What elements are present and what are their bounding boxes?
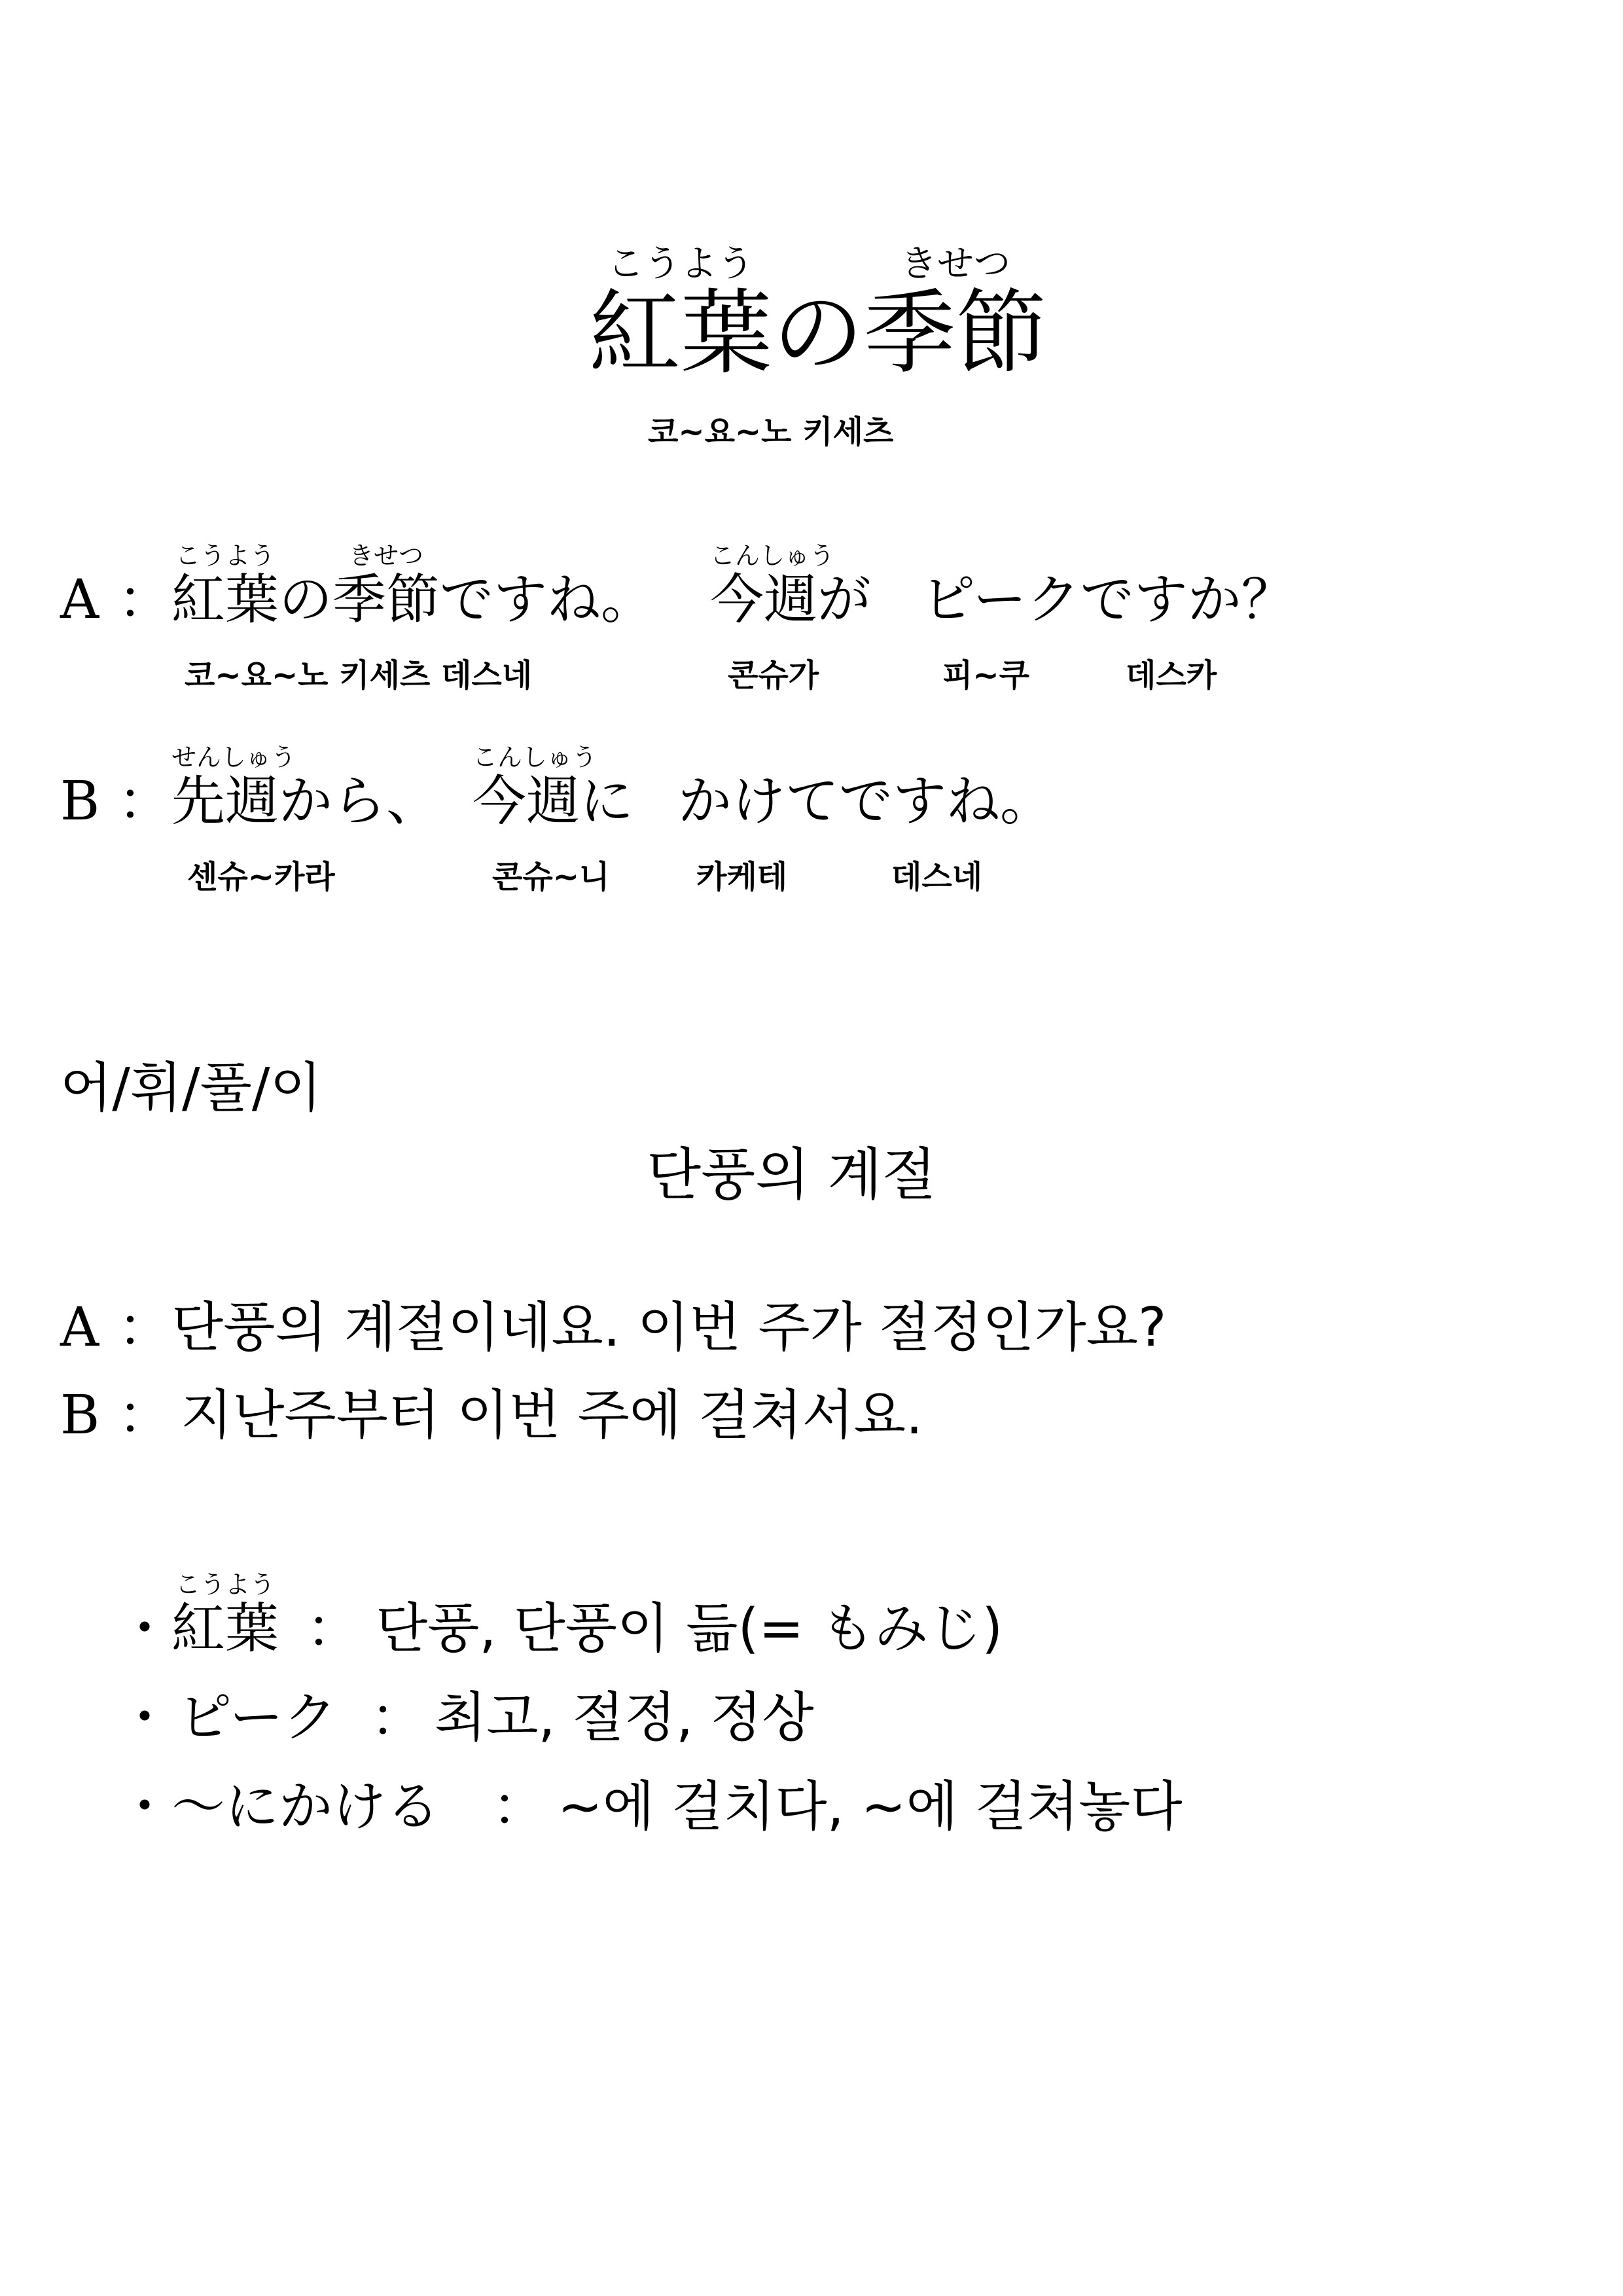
dialogue-b-pron-3: 카케테 bbox=[696, 859, 788, 895]
vocab-heading: 어/휘/풀/이 bbox=[60, 1057, 322, 1119]
dialogue-a-desune: ですね。 bbox=[440, 569, 655, 631]
vocab-item-2-bullet: ・ bbox=[118, 1687, 172, 1749]
dialogue-a-kanji-kisetsu: 季節 bbox=[332, 569, 440, 631]
dialogue-a-ruby-konshuu: こんしゅう bbox=[710, 541, 835, 570]
vocab-item-3-sep: ： bbox=[492, 1776, 546, 1838]
dialogue-b-colon: ： bbox=[118, 770, 172, 833]
dialogue-a-word-konshuu bbox=[710, 541, 835, 631]
translation-title: 단풍의 계절 bbox=[647, 1142, 936, 1208]
vocab-item-2-meaning: 최고, 절정, 정상 bbox=[435, 1687, 814, 1749]
vocab-item-3-meaning: ~에 걸치다, ~에 걸쳐놓다 bbox=[558, 1776, 1183, 1838]
vocab-item-2-word: ピーク bbox=[178, 1687, 337, 1749]
dialogue-b-word-konshuu bbox=[473, 743, 597, 833]
dialogue-a-word-kouyou bbox=[171, 541, 279, 631]
vocab-item-1-word bbox=[171, 1570, 279, 1660]
vocab-item-1-ruby: こうよう bbox=[175, 1570, 276, 1599]
translation-a-speaker: A bbox=[60, 1297, 99, 1359]
dialogue-a-pron-1: 코~요~노 키세츠 데스네 bbox=[185, 657, 533, 694]
dialogue-b-particle-ni: に bbox=[580, 770, 634, 833]
translation-b-colon: ： bbox=[118, 1384, 172, 1446]
dialogue-b-pron-4: 데스네 bbox=[891, 859, 983, 895]
dialogue-b-kanji-konshuu: 今週 bbox=[473, 770, 580, 833]
dialogue-a-colon: ： bbox=[118, 569, 172, 631]
vocab-item-3-bullet: ・ bbox=[118, 1776, 172, 1838]
translation-a-text: 단풍의 계절이네요. 이번 주가 절정인가요? bbox=[171, 1297, 1167, 1359]
dialogue-b-kaketedesune: かけてですね。 bbox=[678, 770, 1054, 833]
dialogue-a-peak-desuka: ピークですか？ bbox=[921, 569, 1295, 631]
dialogue-b-word-senshuu bbox=[171, 743, 296, 833]
vocab-item-1-meaning: 단풍, 단풍이 듦(= もみじ) bbox=[376, 1598, 1003, 1660]
dialogue-a-kanji-kouyou: 紅葉 bbox=[171, 569, 279, 631]
dialogue-b-pron-1: 센슈~카라 bbox=[187, 859, 335, 895]
title-word-kouyou bbox=[589, 243, 773, 387]
dialogue-a-ruby-kouyou: こうよう bbox=[175, 541, 276, 570]
vocab-item-2-sep: ： bbox=[370, 1687, 425, 1749]
title-particle-text: の bbox=[772, 280, 865, 387]
title-kanji-kisetsu: 季節 bbox=[864, 280, 1048, 387]
translation-b-text: 지난주부터 이번 주에 걸쳐서요. bbox=[181, 1384, 923, 1446]
dialogue-b-ruby-senshuu: せんしゅう bbox=[171, 743, 296, 772]
dialogue-b-kara: から、 bbox=[279, 770, 440, 833]
dialogue-a-particle-ga: が bbox=[817, 569, 872, 631]
dialogue-b-speaker: B bbox=[60, 770, 100, 833]
vocab-item-1-kanji: 紅葉 bbox=[171, 1598, 279, 1660]
title-word-kisetsu bbox=[864, 243, 1048, 387]
title-ruby-kisetsu: きせつ bbox=[901, 243, 1010, 285]
title-kanji-kouyou: 紅葉 bbox=[589, 280, 773, 387]
title-particle bbox=[772, 280, 865, 387]
title-pronunciation: 코~요~노 키세츠 bbox=[648, 414, 894, 450]
dialogue-b-pron-2: 콘슈~니 bbox=[492, 859, 610, 895]
dialogue-a-word-kisetsu bbox=[332, 541, 440, 631]
vocab-item-3-word: ～にかける bbox=[171, 1776, 440, 1838]
vocab-item-1-sep: ： bbox=[306, 1598, 361, 1660]
dialogue-a-speaker: A bbox=[60, 569, 99, 631]
dialogue-b-kanji-senshuu: 先週 bbox=[171, 770, 279, 833]
vocab-item-1-bullet: ・ bbox=[118, 1598, 172, 1660]
translation-b-speaker: B bbox=[60, 1384, 100, 1446]
dialogue-a-particle-no: の bbox=[279, 569, 333, 631]
dialogue-a-pron-2: 콘슈가 bbox=[728, 657, 819, 694]
dialogue-a-ruby-kisetsu: きせつ bbox=[349, 541, 424, 570]
dialogue-a-kanji-konshuu: 今週 bbox=[710, 569, 818, 631]
dialogue-a-pron-3: 피~쿠 bbox=[942, 657, 1029, 694]
translation-a-colon: ： bbox=[118, 1297, 172, 1359]
dialogue-a-pron-4: 데스카 bbox=[1126, 657, 1217, 694]
title-ruby-kouyou: こうよう bbox=[607, 243, 754, 285]
dialogue-b-ruby-konshuu: こんしゅう bbox=[473, 743, 597, 772]
